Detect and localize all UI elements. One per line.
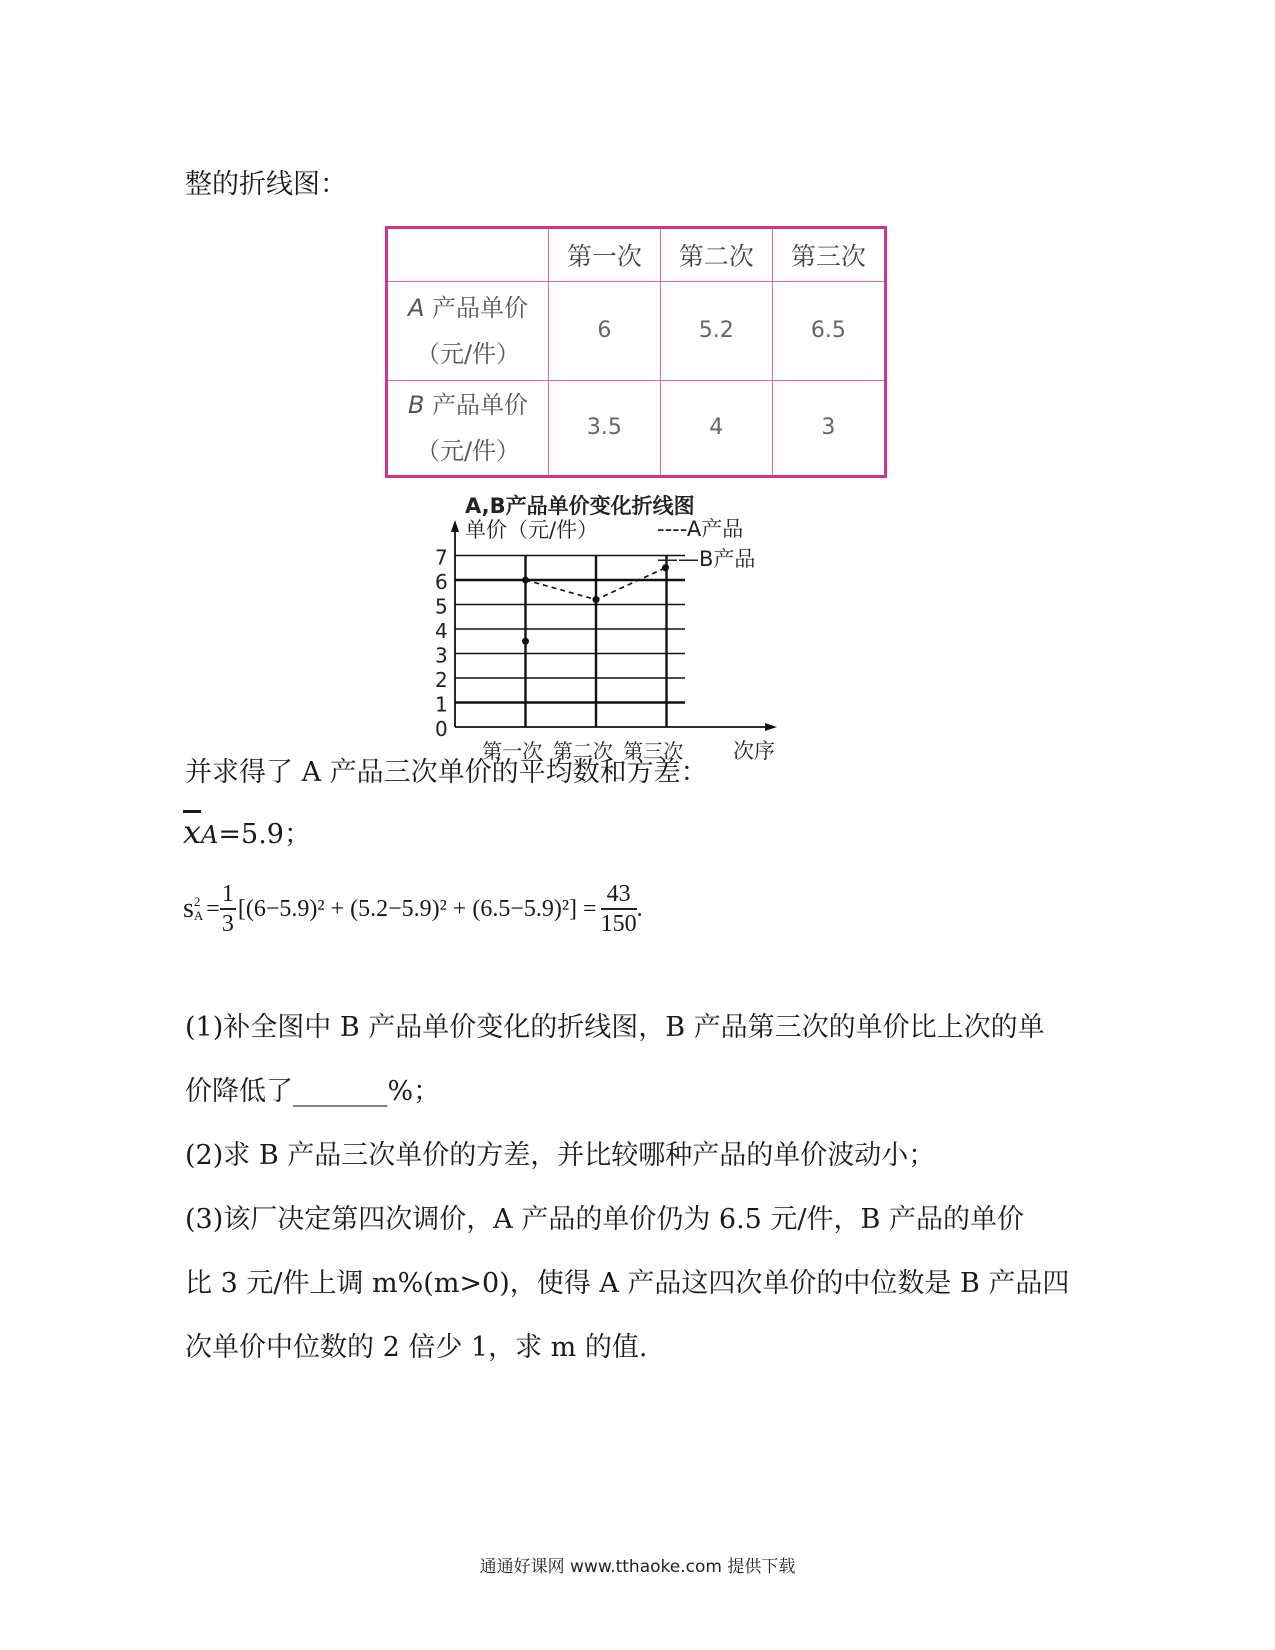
price-table xyxy=(385,226,887,478)
mean-formula xyxy=(183,812,311,851)
fraction-denominator: 3 xyxy=(221,911,234,937)
question-3-line-1: (3)该厂决定第四次调价，A 产品的单价仍为 6.5 元/件，B 产品的单价 xyxy=(185,1204,1024,1235)
chart-grid xyxy=(455,556,685,728)
cell-b-1: 3.5 xyxy=(549,380,661,476)
header-cell-second: 第二次 xyxy=(660,228,772,282)
header-cell-third: 第三次 xyxy=(772,228,885,282)
y-tick-label: 5 xyxy=(435,594,448,619)
x-tick-label: 第一次 xyxy=(482,739,543,763)
legend-entry: ——B产品 xyxy=(657,547,756,571)
cell-a-2: 5.2 xyxy=(660,282,772,380)
x-tick-label: 第二次 xyxy=(552,739,613,763)
price-line-chart xyxy=(435,492,825,768)
fraction-result xyxy=(601,880,637,938)
question-3-line-3: 次单价中位数的 2 倍少 1，求 m 的值. xyxy=(185,1332,648,1363)
fraction-numerator: 1 xyxy=(220,880,236,910)
row-label-b xyxy=(387,380,549,476)
row-label-a-line1: 产品单价 xyxy=(432,293,529,322)
row-label-a-line2: （元/件） xyxy=(415,339,521,368)
variance-body: [(6−5.9)² + (5.2−5.9)² + (6.5−5.9)²] = xyxy=(237,895,597,922)
intro-text: 整的折线图： xyxy=(185,169,347,200)
mean-subscript: A xyxy=(201,821,219,849)
variance-superscript: 2 xyxy=(193,894,201,909)
y-tick-label: 3 xyxy=(435,643,448,668)
data-point xyxy=(593,596,600,603)
header-cell-first: 第一次 xyxy=(549,228,661,282)
y-axis-arrow xyxy=(451,520,459,532)
chart-title: A,B产品单价变化折线图 xyxy=(465,494,695,518)
x-axis-label: 次序 xyxy=(733,739,775,763)
table-header-row xyxy=(387,228,886,282)
cell-b-2: 4 xyxy=(660,380,772,476)
result-denominator: 150 xyxy=(600,911,637,937)
row-label-b-line1: 产品单价 xyxy=(432,390,529,419)
x-tick-label: 第三次 xyxy=(623,739,684,763)
question-3-line-2: 比 3 元/件上调 m%(m>0)，使得 A 产品这四次单价的中位数是 B 产品四 xyxy=(185,1268,1070,1299)
variance-scripts xyxy=(194,895,203,923)
data-point xyxy=(522,638,529,645)
y-tick-labels xyxy=(435,546,448,742)
y-tick-label: 7 xyxy=(435,545,448,570)
row-letter-a: A xyxy=(407,293,425,322)
y-axis-label: 单价（元/件） xyxy=(465,518,599,542)
y-tick-label: 6 xyxy=(435,570,448,594)
fraction-one-third xyxy=(220,880,236,938)
result-numerator: 43 xyxy=(601,880,637,910)
mean-value: =5.9； xyxy=(218,819,311,850)
y-tick-label: 2 xyxy=(435,668,448,692)
cell-b-3: 3 xyxy=(772,380,885,476)
y-tick-label: 4 xyxy=(435,619,448,643)
variance-equals: = xyxy=(206,895,220,922)
table-row-a xyxy=(387,282,886,380)
data-point xyxy=(522,577,529,584)
question-1-line-1: (1)补全图中 B 产品单价变化的折线图，B 产品第三次的单价比上次的单 xyxy=(185,1012,1045,1043)
variance-symbol: s xyxy=(183,893,194,924)
footer-credit: 通通好课网 www.tthaoke.com 提供下载 xyxy=(479,1557,796,1577)
row-label-a xyxy=(387,282,549,380)
header-cell-empty xyxy=(387,228,549,282)
y-tick-label: 0 xyxy=(435,717,448,741)
cell-a-1: 6 xyxy=(549,282,661,380)
legend-entry: ----A产品 xyxy=(657,517,744,541)
mean-symbol: $\overline{x}$ xyxy=(183,813,202,851)
paragraph-mean-intro: 并求得了 A 产品三次单价的平均数和方差： xyxy=(185,757,708,788)
chart-legend xyxy=(657,517,755,571)
variance-formula xyxy=(183,880,643,938)
variance-period: . xyxy=(636,895,643,922)
table-row-b xyxy=(387,380,886,476)
x-axis-arrow xyxy=(765,723,777,731)
row-label-b-line2: （元/件） xyxy=(415,436,521,465)
question-1-line-2: 价降低了_______%； xyxy=(185,1076,441,1107)
y-tick-label: 1 xyxy=(435,692,448,717)
cell-a-3: 6.5 xyxy=(772,282,885,380)
question-2: (2)求 B 产品三次单价的方差，并比较哪种产品的单价波动小； xyxy=(185,1140,936,1171)
row-letter-b: B xyxy=(407,390,425,419)
variance-subscript: A xyxy=(193,908,204,923)
